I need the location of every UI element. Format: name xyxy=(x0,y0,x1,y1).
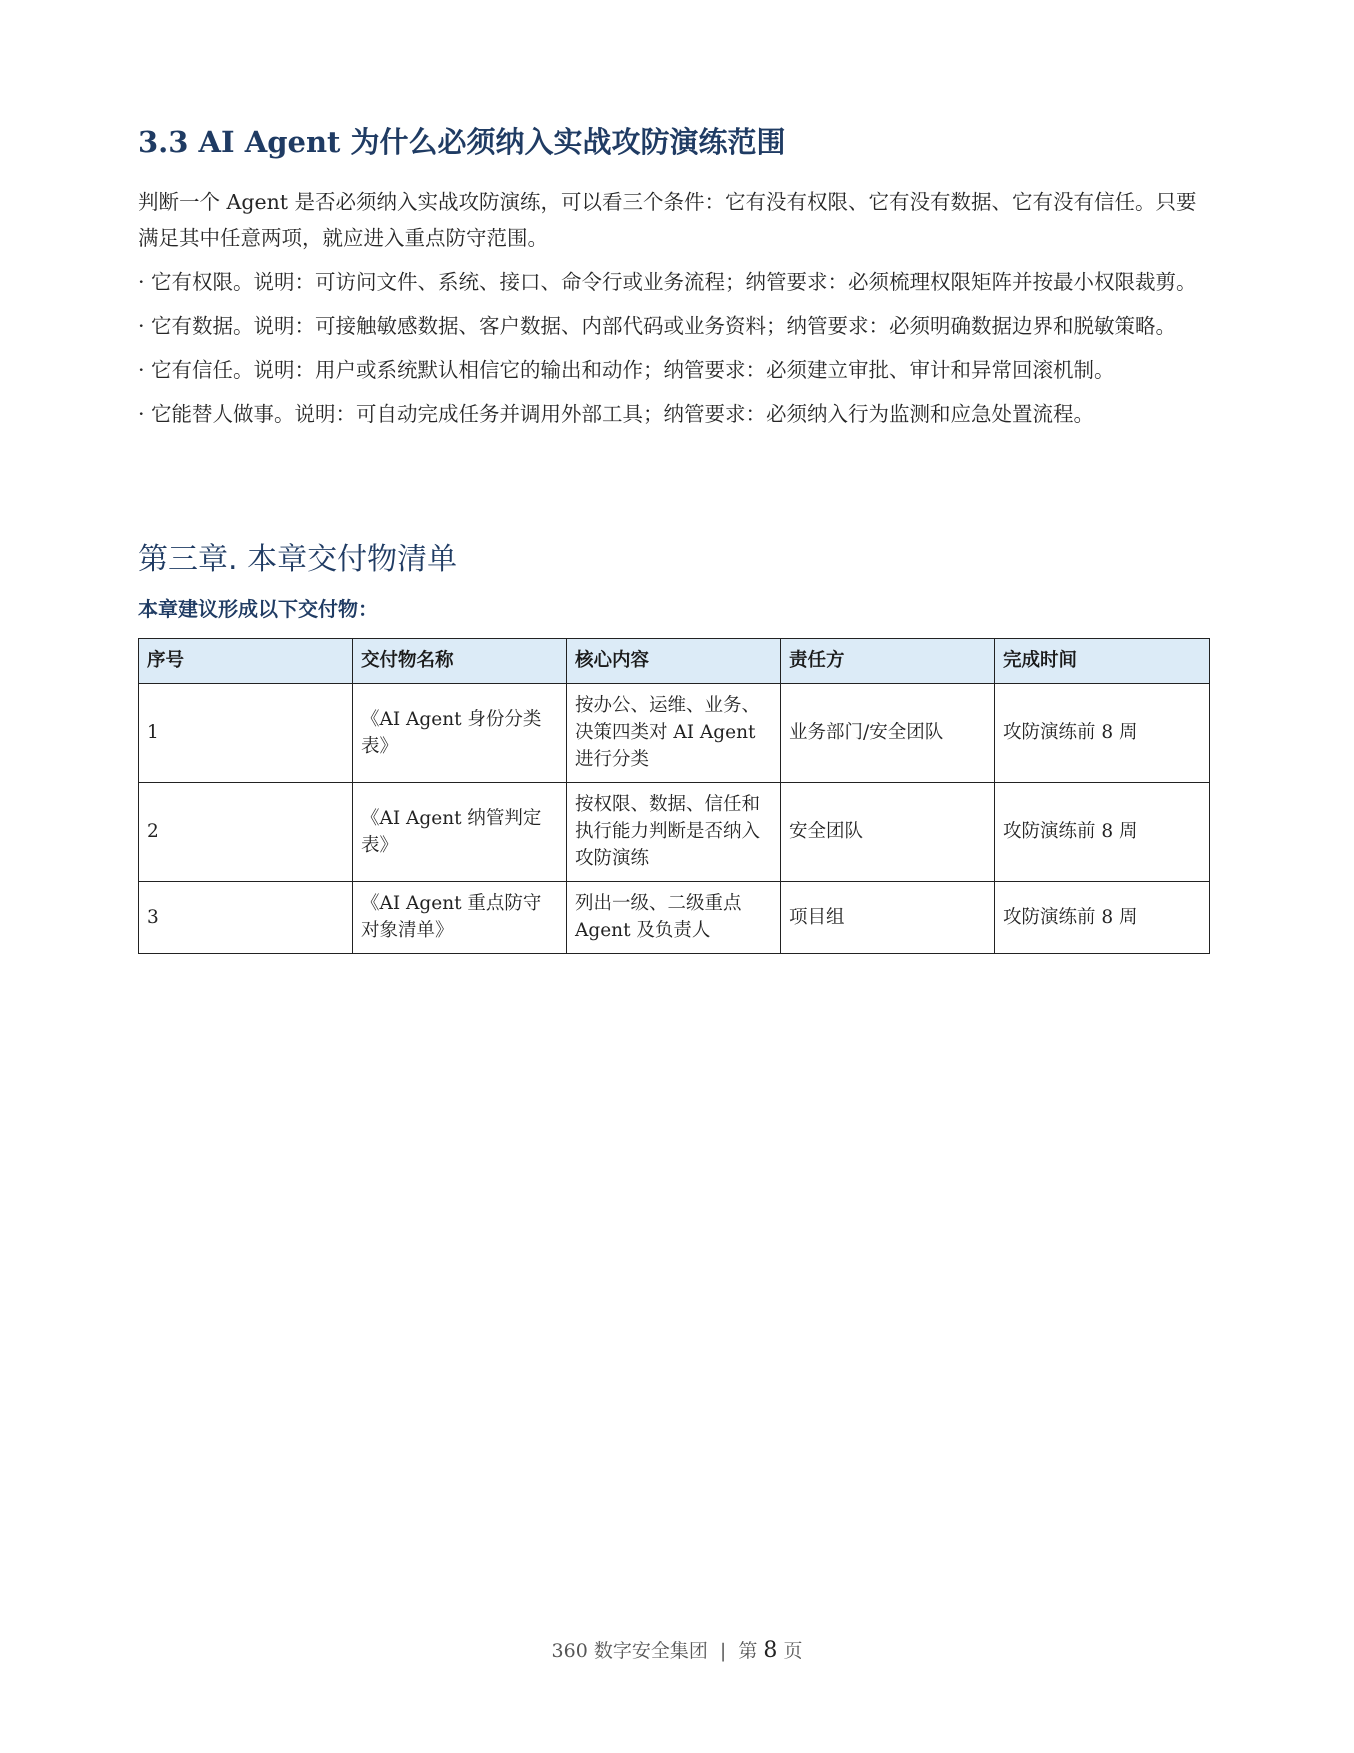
cell-deadline: 攻防演练前 8 周 xyxy=(995,881,1210,953)
footer-page-prefix: 第 xyxy=(738,1640,758,1662)
table-header-row xyxy=(139,638,1210,683)
cell-index: 2 xyxy=(139,782,353,881)
footer-page-suffix: 页 xyxy=(783,1640,803,1662)
table-row xyxy=(139,683,1210,782)
deliverables-table xyxy=(138,638,1210,954)
section-heading: 3.3 AI Agent 为什么必须纳入实战攻防演练范围 xyxy=(138,125,786,159)
footer-separator: | xyxy=(719,1640,727,1662)
cell-owner: 业务部门/安全团队 xyxy=(781,683,995,782)
cell-owner: 项目组 xyxy=(781,881,995,953)
cell-index: 3 xyxy=(139,881,353,953)
cell-deadline: 攻防演练前 8 周 xyxy=(995,683,1210,782)
bullet-trust: · 它有信任。说明：用户或系统默认相信它的输出和动作；纳管要求：必须建立审批、审计和异常回滚机制。 xyxy=(138,357,1115,382)
footer-page-number: 8 xyxy=(763,1638,778,1663)
cell-core-content: 列出一级、二级重点 Agent 及负责人 xyxy=(567,881,781,953)
header-index: 序号 xyxy=(139,638,353,683)
chapter-subheading: 本章建议形成以下交付物： xyxy=(138,596,378,621)
cell-deliverable-name: 《AI Agent 身份分类表》 xyxy=(353,683,567,782)
section-intro: 判断一个 Agent 是否必须纳入实战攻防演练，可以看三个条件：它有没有权限、它有没有数据、它有没有信任。只要满足其中任意两项，就应进入重点防守范围。 xyxy=(138,189,1197,250)
page-footer xyxy=(0,1636,1354,1663)
header-deadline: 完成时间 xyxy=(995,638,1210,683)
header-owner: 责任方 xyxy=(781,638,995,683)
cell-index: 1 xyxy=(139,683,353,782)
cell-core-content: 按办公、运维、业务、决策四类对 AI Agent 进行分类 xyxy=(567,683,781,782)
cell-deliverable-name: 《AI Agent 重点防守对象清单》 xyxy=(353,881,567,953)
cell-core-content: 按权限、数据、信任和执行能力判断是否纳入攻防演练 xyxy=(567,782,781,881)
bullet-data: · 它有数据。说明：可接触敏感数据、客户数据、内部代码或业务资料；纳管要求：必须明确数据边界和脱敏策略。 xyxy=(138,313,1177,338)
header-core-content: 核心内容 xyxy=(567,638,781,683)
cell-deliverable-name: 《AI Agent 纳管判定表》 xyxy=(353,782,567,881)
chapter-heading: 第三章. 本章交付物清单 xyxy=(138,541,458,577)
page-content xyxy=(138,124,1208,954)
table-row xyxy=(139,881,1210,953)
bullet-act-on-behalf: · 它能替人做事。说明：可自动完成任务并调用外部工具；纳管要求：必须纳入行为监测和应急处置流程。 xyxy=(138,401,1095,426)
footer-org: 360 数字安全集团 xyxy=(551,1640,708,1662)
header-deliverable-name: 交付物名称 xyxy=(353,638,567,683)
table-row xyxy=(139,782,1210,881)
cell-deadline: 攻防演练前 8 周 xyxy=(995,782,1210,881)
cell-owner: 安全团队 xyxy=(781,782,995,881)
bullet-permission: · 它有权限。说明：可访问文件、系统、接口、命令行或业务流程；纳管要求：必须梳理权限矩阵并按最小权限裁剪。 xyxy=(138,269,1197,294)
